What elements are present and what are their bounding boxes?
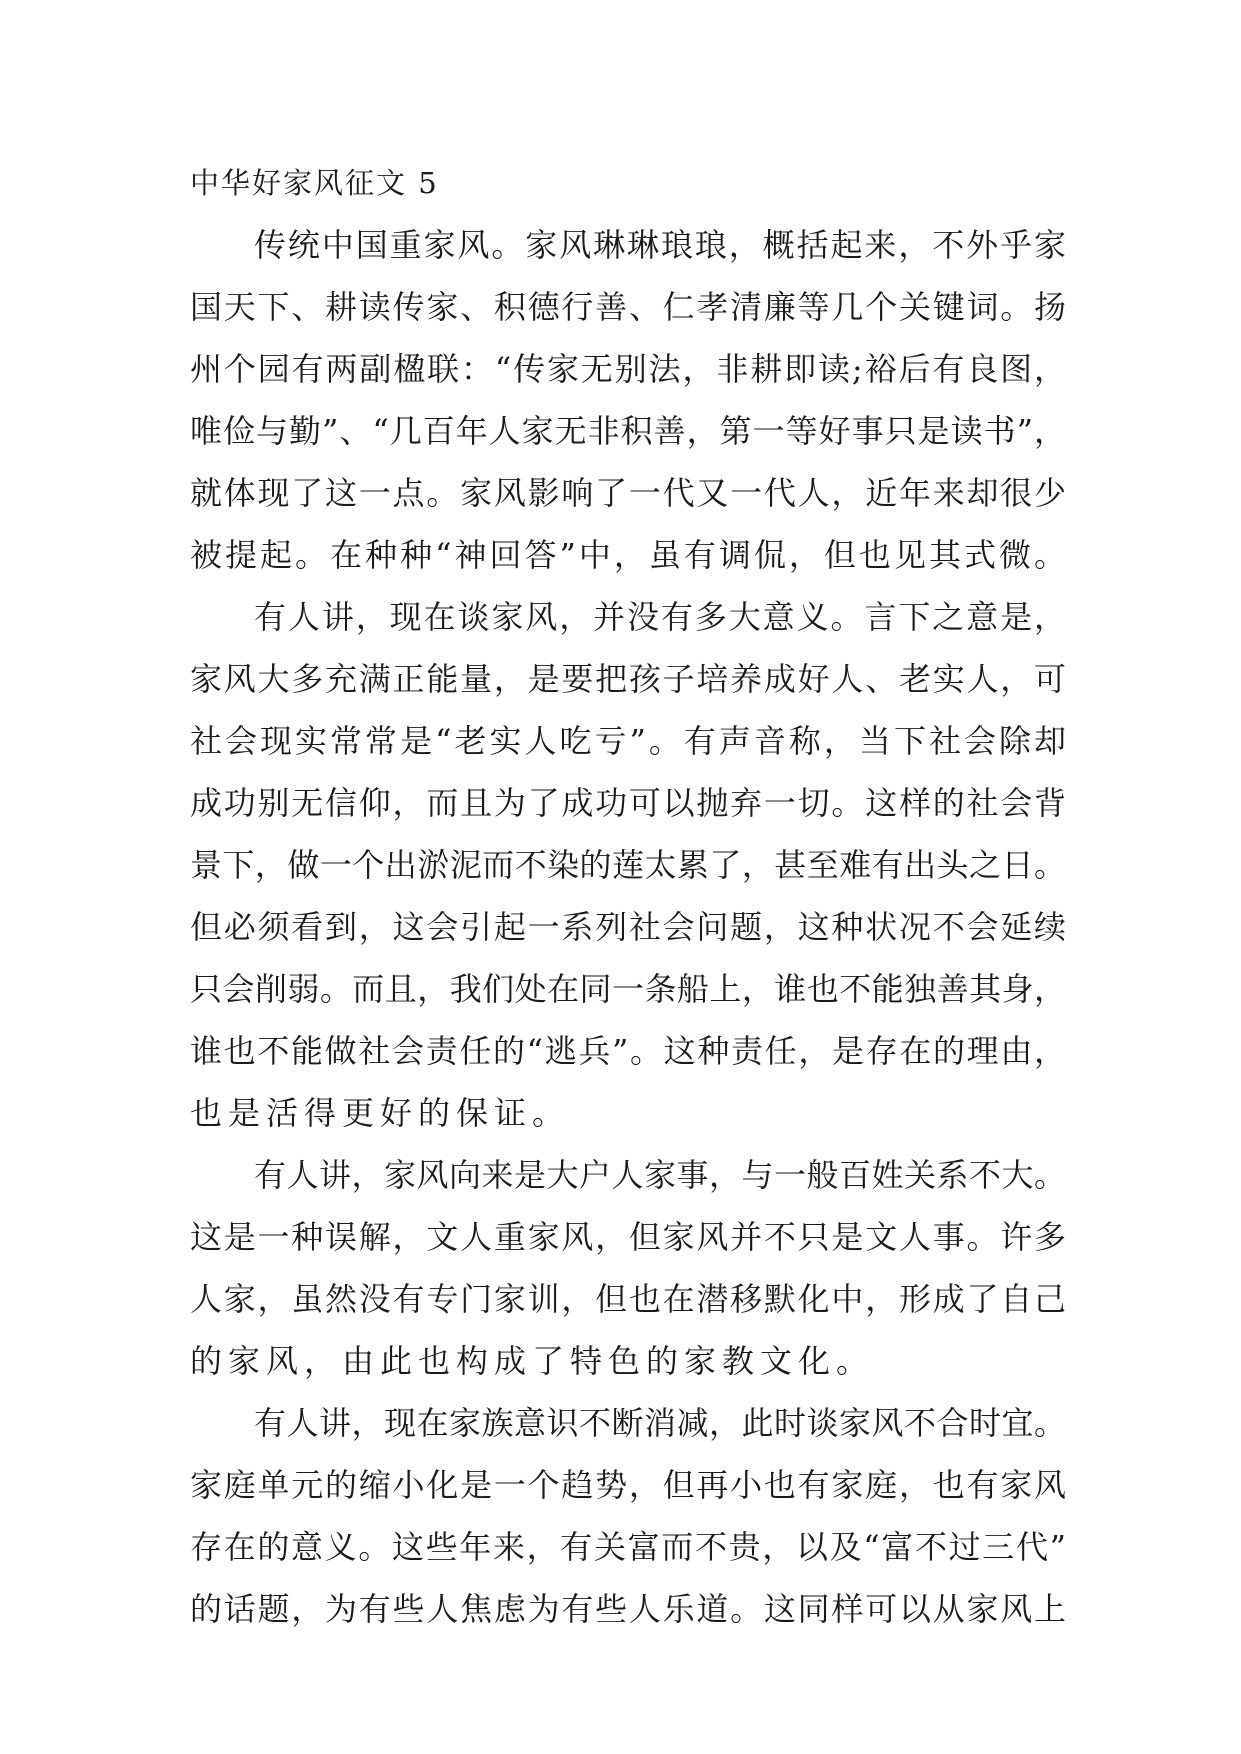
document-body (190, 152, 1066, 1640)
text-line: 只会削弱。而且，我们处在同一条船上，谁也不能独善其身， (190, 970, 1066, 1008)
text-line: 也是活得更好的保证。 (190, 1094, 571, 1132)
text-line: 的话题，为有些人焦虑为有些人乐道。这同样可以从家风上 (190, 1590, 1066, 1628)
text-line: 成功别无信仰，而且为了成功可以抛弃一切。这样的社会背 (190, 784, 1066, 822)
text-line: 被提起。在种种“神回答”中，虽有调侃，但也见其式微。 (190, 536, 1066, 574)
text-line: 唯俭与勤”、“几百年人家无非积善，第一等好事只是读书”， (190, 412, 1066, 450)
text-line: 有人讲，家风向来是大户人家事，与一般百姓关系不大。 (254, 1156, 1066, 1194)
text-line: 国天下、耕读传家、积德行善、仁孝清廉等几个关键词。扬 (190, 288, 1066, 326)
document-title: 中华好家风征文 5 (190, 166, 439, 200)
text-line: 景下，做一个出淤泥而不染的莲太累了，甚至难有出头之日。 (190, 846, 1066, 884)
text-line: 有人讲，现在谈家风，并没有多大意义。言下之意是， (254, 598, 1066, 636)
text-line: 人家，虽然没有专门家训，但也在潜移默化中，形成了自己 (190, 1280, 1066, 1318)
text-line: 社会现实常常是“老实人吃亏”。有声音称，当下社会除却 (190, 722, 1066, 760)
text-line: 家庭单元的缩小化是一个趋势，但再小也有家庭，也有家风 (190, 1466, 1066, 1504)
text-line: 这是一种误解，文人重家风，但家风并不只是文人事。许多 (190, 1218, 1066, 1256)
text-line: 的家风，由此也构成了特色的家教文化。 (190, 1342, 875, 1380)
text-line: 传统中国重家风。家风琳琳琅琅，概括起来，不外乎家 (254, 226, 1066, 264)
text-line: 存在的意义。这些年来，有关富而不贵，以及“富不过三代” (190, 1528, 1066, 1566)
text-line: 就体现了这一点。家风影响了一代又一代人，近年来却很少 (190, 474, 1066, 512)
text-line: 但必须看到，这会引起一系列社会问题，这种状况不会延续 (190, 908, 1066, 946)
essay-text (190, 214, 1066, 1640)
text-line: 谁也不能做社会责任的“逃兵”。这种责任，是存在的理由， (190, 1032, 1066, 1070)
text-line: 有人讲，现在家族意识不断消减，此时谈家风不合时宜。 (254, 1404, 1066, 1442)
text-line: 家风大多充满正能量，是要把孩子培养成好人、老实人，可 (190, 660, 1066, 698)
text-line: 州个园有两副楹联：“传家无别法，非耕即读;裕后有良图， (190, 350, 1066, 388)
